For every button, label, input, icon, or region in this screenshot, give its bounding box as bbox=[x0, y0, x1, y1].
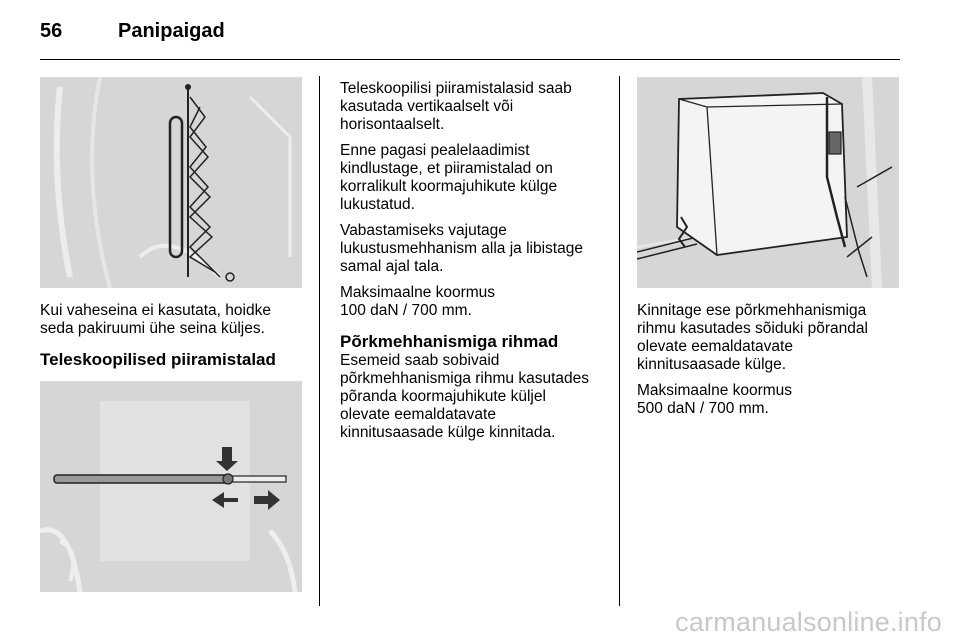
heading-ratchet-straps: Põrkmehhanismiga rihmad bbox=[340, 332, 559, 351]
telescopic-bar-illustration bbox=[40, 381, 302, 592]
figure-cargo-net-stowed bbox=[40, 77, 302, 288]
col2-paragraph-3: Vabastamiseks vajutage lukustusmehhanism alla ja libistage samal ajal tala. bbox=[340, 222, 583, 275]
watermark: carmanualsonline.info bbox=[675, 607, 942, 637]
col1-text bbox=[40, 302, 310, 346]
header-rule bbox=[40, 59, 900, 60]
ratchet-strap-illustration bbox=[637, 77, 899, 288]
page-number: 56 bbox=[40, 20, 63, 42]
col3-paragraph-2: Maksimaalne koormus 500 daN / 700 mm. bbox=[637, 382, 793, 417]
figure-telescopic-bar bbox=[40, 381, 302, 592]
col2-paragraph-1: Teleskoopilisi piiramistalasid saab kasutada vertikaalselt või horisontaalselt. bbox=[340, 80, 572, 133]
col3-text bbox=[637, 302, 907, 426]
page-title: Panipaigad bbox=[118, 20, 225, 42]
cargo-net-illustration bbox=[40, 77, 302, 288]
col3-paragraph-1: Kinnitage ese põrkmehhanismiga rihmu kasutades sõiduki põrandal olevate eemaldatavate kinnitusaasade külge. bbox=[637, 302, 868, 373]
col2-text bbox=[340, 80, 610, 450]
col2-paragraph-2: Enne pagasi pealelaadimist kindlustage, et piiramistalad on korralikult koormajuhikute külge lukustatud. bbox=[340, 142, 558, 213]
heading-telescopic-bars: Teleskoopilised piiramistalad bbox=[40, 350, 276, 369]
col1-paragraph: Kui vaheseina ei kasutata, hoidke seda pakiruumi ühe seina küljes. bbox=[40, 302, 271, 337]
figure-ratchet-strap-box bbox=[637, 77, 899, 288]
col2-paragraph-5: Esemeid saab sobivaid põrkmehhanismiga rihmu kasutades põranda koormajuhikute küljel olevate eemaldatavate kinnitusaasade külge kinnitada. bbox=[340, 352, 589, 441]
column-divider-2 bbox=[619, 76, 620, 606]
column-divider-1 bbox=[319, 76, 320, 606]
col2-paragraph-4: Maksimaalne koormus 100 daN / 700 mm. bbox=[340, 284, 496, 319]
